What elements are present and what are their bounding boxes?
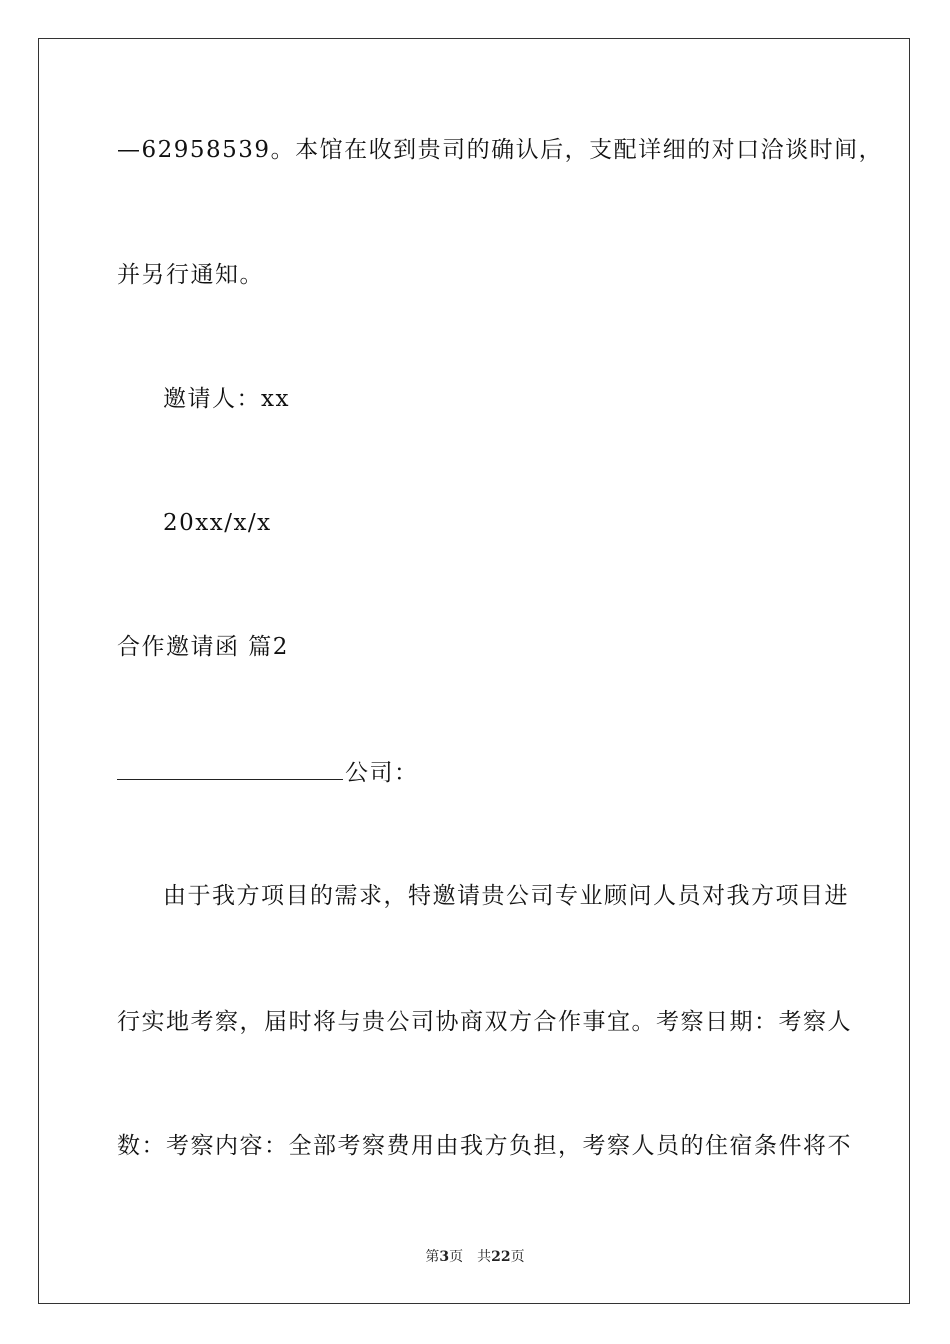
date-line: 20xx/x/x <box>163 510 272 536</box>
inviter-line: 邀请人：xx <box>163 386 290 412</box>
section-title: 合作邀请函 篇2 <box>117 634 289 660</box>
paragraph-line: —62958539。本馆在收到贵司的确认后，支配详细的对口洽谈时间， <box>117 137 884 163</box>
page-border <box>38 38 910 1304</box>
footer-suffix: 页 <box>510 1249 525 1265</box>
footer-mid: 页 共 <box>449 1249 492 1265</box>
total-page-number: 22 <box>491 1249 511 1265</box>
page-footer <box>0 1246 950 1266</box>
paragraph-line: 行实地考察，届时将与贵公司协商双方合作事宜。考察日期：考察人 <box>117 1009 852 1035</box>
footer-prefix: 第 <box>425 1249 440 1265</box>
paragraph-line: 由于我方项目的需求，特邀请贵公司专业顾问人员对我方项目进 <box>163 883 849 909</box>
company-line <box>117 757 419 788</box>
current-page-number: 3 <box>439 1249 450 1265</box>
company-blank <box>117 757 343 780</box>
paragraph-line: 并另行通知。 <box>117 262 264 288</box>
company-label: 公司： <box>345 760 419 786</box>
paragraph-line: 数：考察内容：全部考察费用由我方负担，考察人员的住宿条件将不 <box>117 1133 852 1159</box>
